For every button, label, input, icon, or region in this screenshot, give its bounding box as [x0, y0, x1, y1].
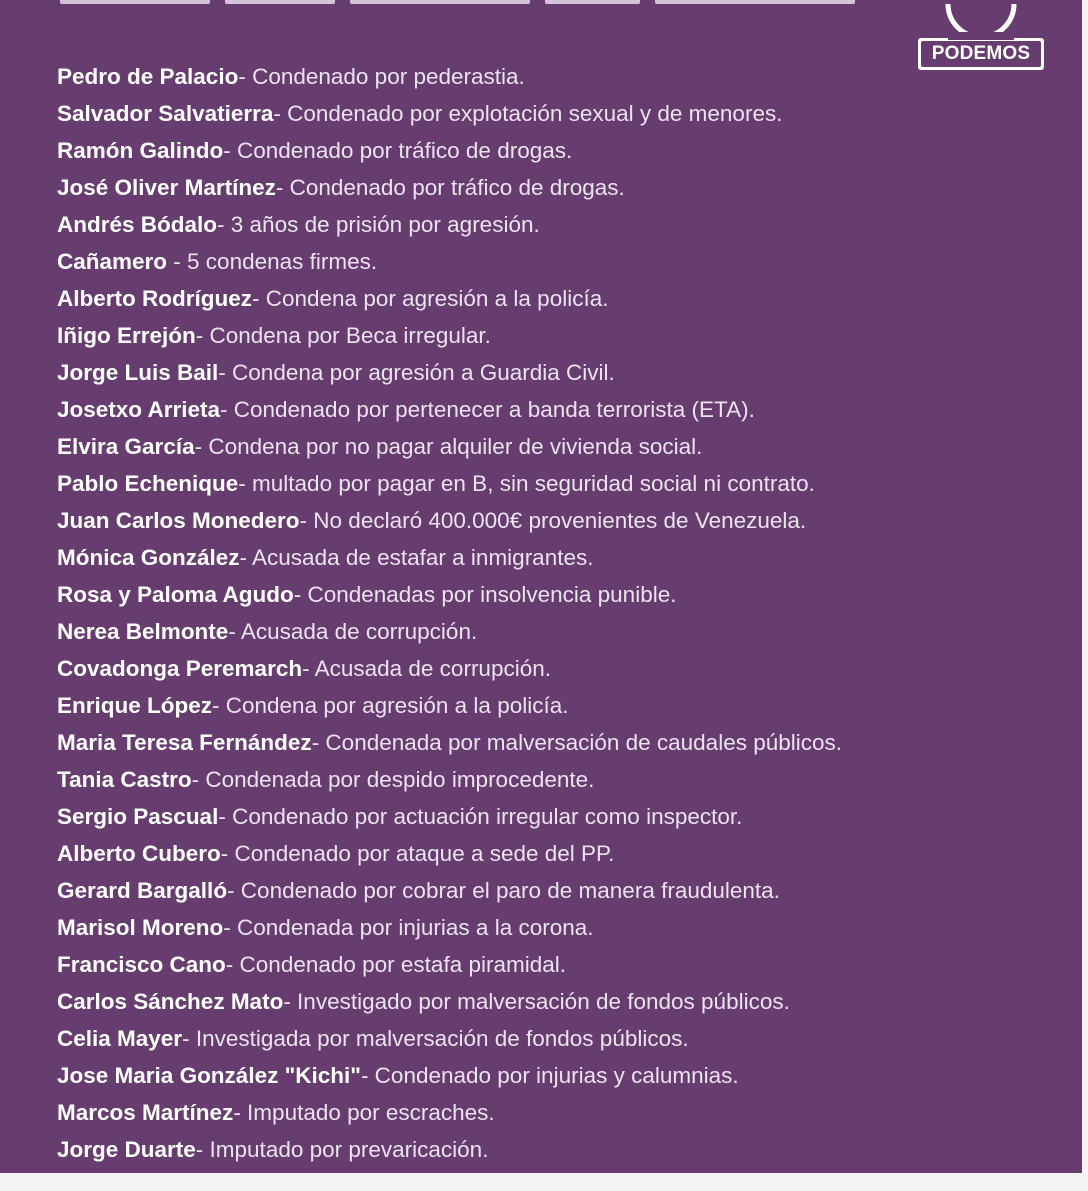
list-item — [57, 317, 1057, 354]
list-item — [57, 872, 1057, 909]
person-name: Alberto Cubero — [57, 841, 221, 866]
charge-description: - Condena por agresión a Guardia Civil. — [218, 360, 615, 385]
charge-description: - Condena por agresión a la policía. — [212, 693, 569, 718]
cropped-headline — [0, 0, 900, 6]
list-item — [57, 909, 1057, 946]
list-item — [57, 724, 1057, 761]
list-item — [57, 169, 1057, 206]
list-item — [57, 465, 1057, 502]
person-name: Andrés Bódalo — [57, 212, 218, 237]
person-name: Maria Teresa Fernández — [57, 730, 312, 755]
person-name: Sergio Pascual — [57, 804, 219, 829]
charge-description: - Condenado por tráfico de drogas. — [275, 175, 625, 200]
charge-description: - Investigado por malversación de fondos públicos. — [283, 989, 790, 1014]
charge-description: - 5 condenas firmes. — [167, 249, 378, 274]
person-name: Carlos Sánchez Mato — [57, 989, 284, 1014]
charge-description: - Imputado por prevaricación. — [195, 1137, 489, 1162]
charge-description: - Condenado por actuación irregular como inspector. — [218, 804, 743, 829]
charge-description: - Imputado por escraches. — [233, 1100, 495, 1125]
person-name: Enrique López — [57, 693, 213, 718]
list-item — [57, 95, 1057, 132]
charge-description: - Condenado por injurias y calumnias. — [360, 1063, 739, 1088]
person-name: Cañamero — [57, 249, 168, 274]
list-item — [57, 428, 1057, 465]
charge-description: - Condenado por ataque a sede del PP. — [220, 841, 615, 866]
person-name: Jorge Luis Bail — [57, 360, 219, 385]
charge-description: - Condena por no pagar alquiler de vivienda social. — [194, 434, 703, 459]
list-item — [57, 835, 1057, 872]
person-name: Jose Maria González "Kichi" — [57, 1063, 361, 1088]
person-name: Alberto Rodríguez — [57, 286, 252, 311]
charge-description: - Condenado por pederastia. — [238, 64, 525, 89]
list-item — [57, 58, 1057, 95]
charge-description: - Condenada por injurias a la corona. — [223, 915, 594, 940]
list-item — [57, 983, 1057, 1020]
person-name: Josetxo Arrieta — [57, 397, 220, 422]
person-name: Marisol Moreno — [57, 915, 224, 940]
list-item — [57, 354, 1057, 391]
list-item — [57, 280, 1057, 317]
person-name: Jorge Duarte — [57, 1137, 196, 1162]
person-name: Covadonga Peremarch — [57, 656, 303, 681]
list-item — [57, 206, 1057, 243]
charge-description: - Condenada por despido improcedente. — [191, 767, 595, 792]
list-item — [57, 798, 1057, 835]
list-item — [57, 502, 1057, 539]
list-item — [57, 687, 1057, 724]
list-item — [57, 1020, 1057, 1057]
list-item — [57, 539, 1057, 576]
charge-description: - Condenado por estafa piramidal. — [225, 952, 566, 977]
charge-description: - Acusada de estafar a inmigrantes. — [239, 545, 594, 570]
person-name: Celia Mayer — [57, 1026, 183, 1051]
list-item — [57, 650, 1057, 687]
person-name: Elvira García — [57, 434, 195, 459]
person-name: Francisco Cano — [57, 952, 226, 977]
person-name: Rosa y Paloma Agudo — [57, 582, 294, 607]
list-item — [57, 1131, 1057, 1168]
podemos-logo-label: PODEMOS — [931, 43, 1031, 64]
charge-description: - Condenada por malversación de caudales públicos. — [311, 730, 843, 755]
charge-description: - Condenadas por insolvencia punible. — [293, 582, 677, 607]
person-name: Gerard Bargalló — [57, 878, 228, 903]
person-name: Pedro de Palacio — [57, 64, 239, 89]
entries-list — [57, 58, 1057, 1168]
list-item — [57, 613, 1057, 650]
person-name: Mónica González — [57, 545, 240, 570]
charge-description: - Condenado por pertenecer a banda terrorista (ETA). — [219, 397, 755, 422]
person-name: José Oliver Martínez — [57, 175, 276, 200]
list-item — [57, 576, 1057, 613]
list-item — [57, 243, 1057, 280]
charge-description: - Condenado por explotación sexual y de menores. — [273, 101, 783, 126]
person-name: Pablo Echenique — [57, 471, 239, 496]
charge-description: - Condenado por cobrar el paro de manera fraudulenta. — [227, 878, 780, 903]
charge-description: - Acusada de corrupción. — [228, 619, 478, 644]
person-name: Marcos Martínez — [57, 1100, 234, 1125]
person-name: Ramón Galindo — [57, 138, 224, 163]
charge-description: - Condena por agresión a la policía. — [252, 286, 609, 311]
person-name: Juan Carlos Monedero — [57, 508, 300, 533]
person-name: Iñigo Errejón — [57, 323, 196, 348]
charge-description: - 3 años de prisión por agresión. — [217, 212, 540, 237]
list-item — [57, 946, 1057, 983]
charge-description: - Investigada por malversación de fondos públicos. — [182, 1026, 689, 1051]
charge-description: - multado por pagar en B, sin seguridad social ni contrato. — [238, 471, 815, 496]
charge-description: - Acusada de corrupción. — [302, 656, 551, 681]
list-item — [57, 1094, 1057, 1131]
list-item — [57, 391, 1057, 428]
charge-description: - Condena por Beca irregular. — [195, 323, 491, 348]
person-name: Tania Castro — [57, 767, 192, 792]
charge-description: - No declaró 400.000€ provenientes de Venezuela. — [299, 508, 807, 533]
list-item — [57, 761, 1057, 798]
list-item — [57, 132, 1057, 169]
person-name: Nerea Belmonte — [57, 619, 229, 644]
list-item — [57, 1057, 1057, 1094]
person-name: Salvador Salvatierra — [57, 101, 274, 126]
charge-description: - Condenado por tráfico de drogas. — [223, 138, 573, 163]
